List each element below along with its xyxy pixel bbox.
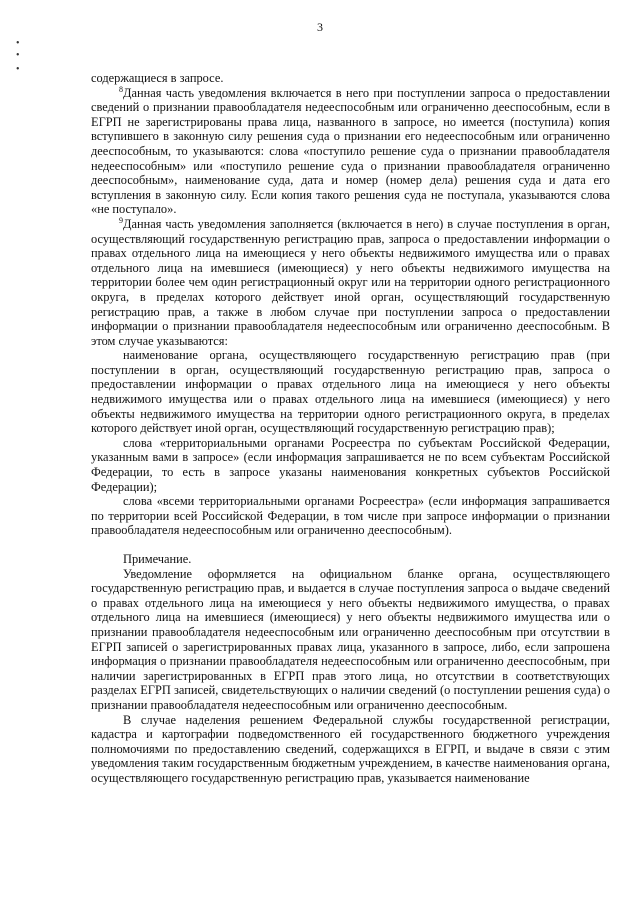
note-paragraph-final: В случае наделения решением Федеральной службы государственной регистрации, кадастра и картографии подведомственного ей государственного бюджетного учреждения полномочиями по предоставлению сведений, содержащихся в ЕГРП, и выдаче в связи с этим уведомления таким государственным бюджетным учреждением, в качестве наименования органа, осуществляющего государственную регистрацию прав, указывается наименование xyxy=(91,712,610,785)
margin-mark: • xyxy=(16,38,20,49)
paragraph-territorial-organs: слова «территориальными органами Росреестра по субъектам Российской Федерации, указанным вами в запросе» (если информация запрашивается не по всем субъектам Российской Федерации, то есть в запросе указаны наименования конкретных субъектов Российской Федерации); xyxy=(91,435,610,494)
margin-mark: • xyxy=(16,64,20,75)
footnote-number: 8 xyxy=(119,84,123,94)
note-paragraph: Уведомление оформляется на официальном бланке органа, осуществляющего государственную регистрацию прав, и выдается в случае поступления запроса о выдаче сведений о правах отдельного лица на имеющиеся у него объекты недвижимого имущества, о правах отдельного лица на имевшиеся (имеющиеся) у него объекты недвижимого имущества или о признании правообладателя недееспособным или ограниченно дееспособным при отсутствии в ЕГРП записей о зарегистрированных правах лица, указанного в запросе, либо, если запрошена информация о признании правообладателя недееспособным или ограниченно дееспособным, при наличии зарегистрированных в ЕГРП прав этого лица, но отсутствии в соответствующих разделах ЕГРП записей, свидетельствующих о наличии сведений (о поступлении решения суда) о признании правообладателя недееспособным или ограниченно дееспособным. xyxy=(91,566,610,712)
paragraph-all-organs: слова «всеми территориальными органами Росреестра» (если информация запрашивается по территории всей Российской Федерации, в том числе при запросе информации о признании правообладателя недееспособным или ограниченно дееспособным). xyxy=(91,494,610,538)
page-number: 3 xyxy=(317,20,323,34)
footnote-9: $^9$Данная часть уведомления заполняется (включается в него) в случае поступления в орган, осуществляющий государственную регистрацию прав, запроса о предоставлении информации о правах отдельного лица на имеющиеся у него объекты недвижимого имущества или о правах отдельного лица на имевшиеся (имеющиеся) у него объекты недвижимого имущества на территории более чем один регистрационный округ или на территории одного регистрационного округа, в пределах которого действует иной орган, осуществляющий государственную регистрацию прав, а также в любом случае при поступлении запроса о предоставлении информации о признании правообладателя недееспособным или ограниченно дееспособным. В этом случае указываются: xyxy=(91,215,610,348)
margin-mark: • xyxy=(16,50,20,61)
footnote-8: $^8$Данная часть уведомления включается в него при поступлении запроса о предоставлении сведений о признании правообладателя недееспособным или ограниченно дееспособным, если в ЕГРП не зарегистрированы права лица, названного в запросе, но имеется (поступила) копия вступившего в законную силу решения суда о признании его недееспособным или ограниченно дееспособным, то указываются: слова «поступило решение суда о признании правообладателя недееспособным» или «поступило решение суда о признании правообладателя ограниченно дееспособным», наименование суда, дата и номер (номер дела) решения суда и дата его вступления в законную силу. Если копия такого решения суда не поступала, указываются слова «не поступало». xyxy=(91,84,610,217)
footnote-number: 9 xyxy=(119,215,123,225)
document-body xyxy=(91,71,610,786)
paragraph-continuation: содержащиеся в запросе. xyxy=(91,71,224,85)
note-title: Примечание. xyxy=(123,552,192,566)
paragraph-organ-name: наименование органа, осуществляющего государственную регистрацию прав (при поступлении в орган, осуществляющий государственную регистрацию прав, запроса о предоставлении информации о правах отдельного лица на имеющиеся у него объекты недвижимого имущества или о правах отдельного лица на имевшиеся (имеющиеся) у него объекты недвижимого имущества на территории одного регистрационного округа, в пределах которого действует иной орган, осуществляющий государственную регистрацию прав); xyxy=(91,348,610,436)
